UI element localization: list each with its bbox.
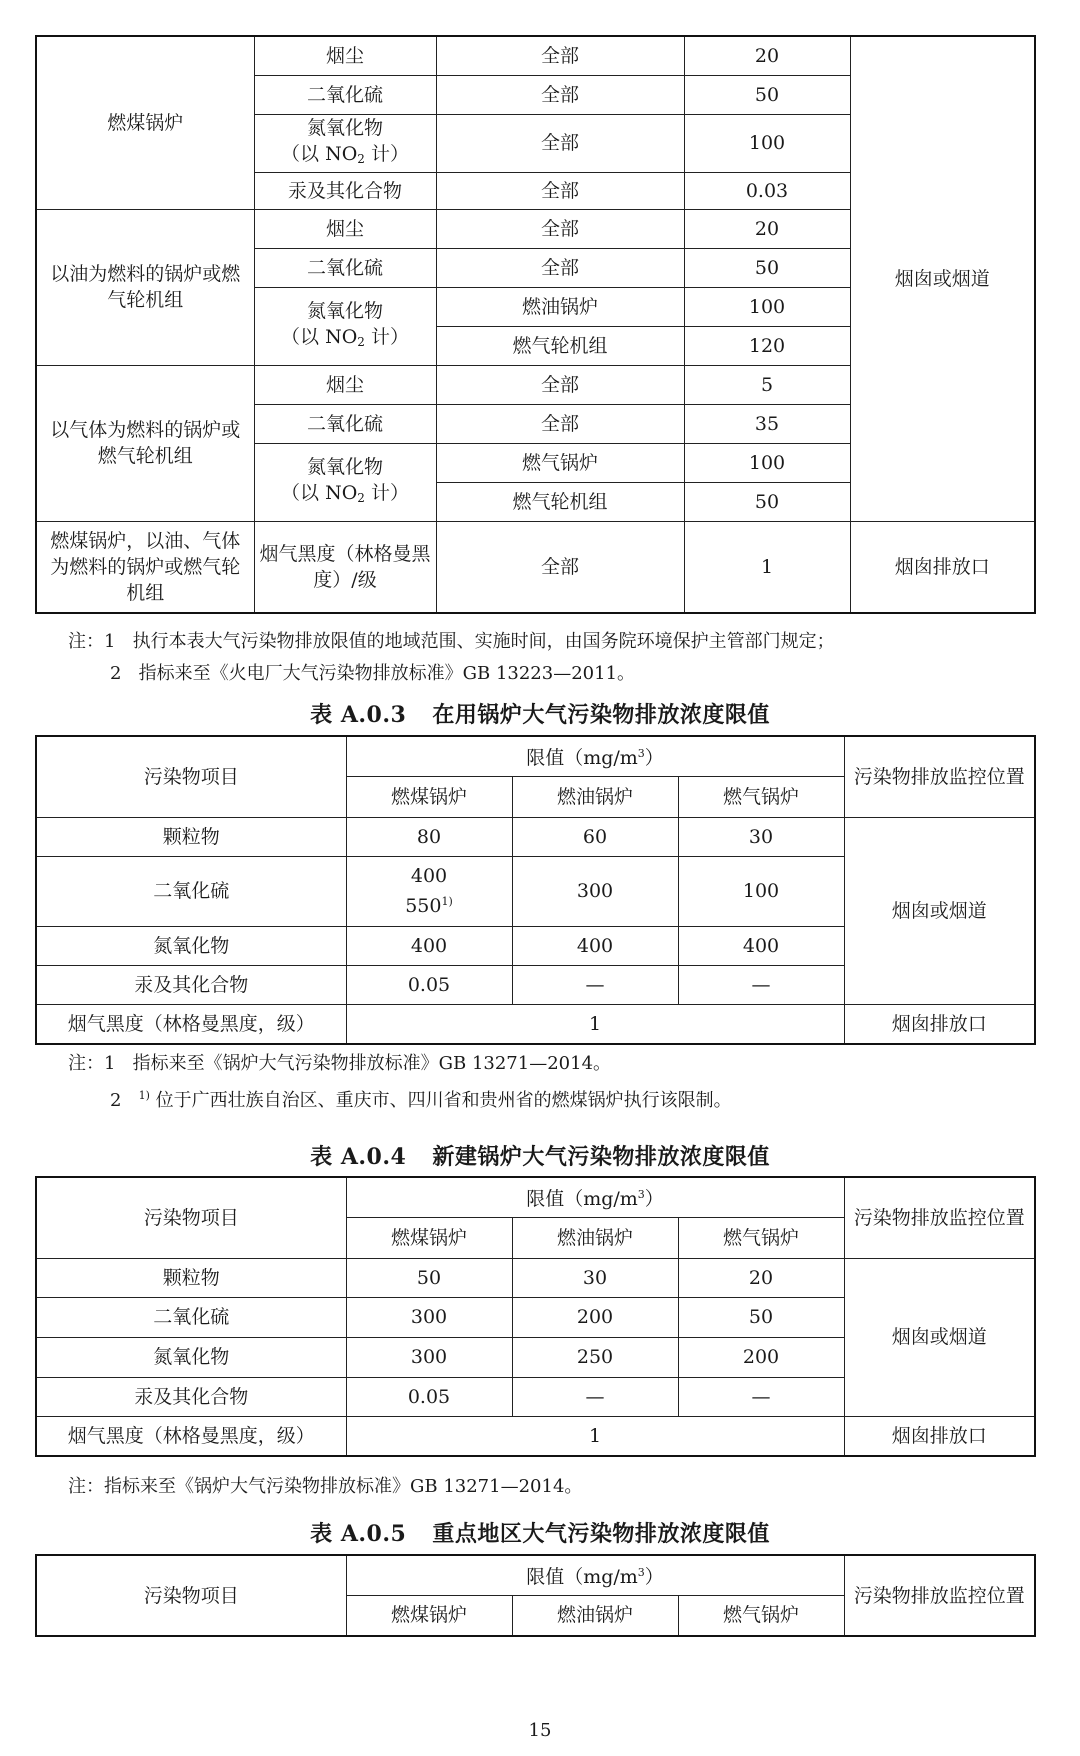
limit-value-cell: 120 xyxy=(684,326,850,365)
power-plant-emission-table xyxy=(35,35,1036,614)
coal-value-cell: 80 xyxy=(346,817,512,856)
oil-value-cell: 250 xyxy=(512,1337,678,1377)
gas-boiler-header: 燃气锅炉 xyxy=(678,1595,844,1636)
pollutant-header: 污染物项目 xyxy=(36,1177,346,1258)
oil-boiler-header: 燃油锅炉 xyxy=(512,1595,678,1636)
location-header: 污染物排放监控位置 xyxy=(844,1555,1035,1636)
pollutant-cell: 颗粒物 xyxy=(36,817,346,856)
scope-cell: 燃气锅炉 xyxy=(436,443,684,482)
table-note: 注：1 执行本表大气污染物排放限值的地域范围、实施时间，由国务院环境保护主管部门规定； xyxy=(68,631,835,652)
limit-value-cell: 5 xyxy=(684,365,850,404)
limit-value-cell: 100 xyxy=(684,443,850,482)
pollutant-cell: 烟尘 xyxy=(254,365,436,404)
oil-boiler-header: 燃油锅炉 xyxy=(512,1217,678,1258)
pollutant-header: 污染物项目 xyxy=(36,736,346,817)
table-note: 2 $^{1)}$ 位于广西壮族自治区、重庆市、四川省和贵州省的燃煤锅炉执行该限制。 xyxy=(110,1089,732,1111)
limit-value-cell: 100 xyxy=(684,287,850,326)
pollutant-cell: 二氧化硫 xyxy=(36,856,346,926)
pollutant-cell: 氮氧化物 （以 $NO_2$ 计） xyxy=(254,287,436,365)
pollutant-cell: 氮氧化物 xyxy=(36,1337,346,1377)
pollutant-cell: 烟气黑度（林格曼黑度，级） xyxy=(36,1004,346,1044)
table-note: 注：1 指标来至《锅炉大气污染物排放标准》GB 13271—2014。 xyxy=(68,1053,612,1074)
monitor-location-cell: 烟囱或烟道 xyxy=(844,1258,1035,1416)
table-note: 注：指标来至《锅炉大气污染物排放标准》GB 13271—2014。 xyxy=(68,1476,583,1497)
pollutant-cell: 汞及其化合物 xyxy=(36,965,346,1004)
group-cell: 燃煤锅炉，以油、气体为燃料的锅炉或燃气轮机组 xyxy=(36,521,254,613)
table-caption: 表 A.0.3 在用锅炉大气污染物排放浓度限值 xyxy=(310,702,770,728)
gas-value-cell: 200 xyxy=(678,1337,844,1377)
oil-value-cell: — xyxy=(512,1377,678,1416)
pollutant-cell: 烟气黑度（林格曼黑度，级） xyxy=(36,1416,346,1456)
scope-cell: 全部 xyxy=(436,365,684,404)
limit-value-cell: 0.03 xyxy=(684,172,850,209)
limit-value-cell: 50 xyxy=(684,482,850,521)
monitor-location-cell: 烟囱或烟道 xyxy=(844,817,1035,1004)
table-caption: 表 A.0.5 重点地区大气污染物排放浓度限值 xyxy=(310,1521,770,1547)
gas-value-cell: — xyxy=(678,1377,844,1416)
coal-value-cell: 400 550$^{1)}$ xyxy=(346,856,512,926)
table-note: 2 指标来至《火电厂大气污染物排放标准》GB 13223—2011。 xyxy=(110,663,636,684)
oil-value-cell: 400 xyxy=(512,926,678,965)
oil-value-cell: 300 xyxy=(512,856,678,926)
limit-value-cell: 50 xyxy=(684,248,850,287)
group-cell: 以气体为燃料的锅炉或燃气轮机组 xyxy=(36,365,254,521)
pollutant-cell: 二氧化硫 xyxy=(36,1297,346,1337)
oil-value-cell: — xyxy=(512,965,678,1004)
oil-value-cell: 200 xyxy=(512,1297,678,1337)
limit-header: 限值$(mg/m^3)$ xyxy=(346,1177,844,1217)
pollutant-cell: 二氧化硫 xyxy=(254,248,436,287)
scope-cell: 全部 xyxy=(436,248,684,287)
scope-cell: 燃气轮机组 xyxy=(436,482,684,521)
gas-value-cell: 30 xyxy=(678,817,844,856)
gas-value-cell: 50 xyxy=(678,1297,844,1337)
monitor-location-cell: 烟囱或烟道 xyxy=(850,36,1035,521)
scope-cell: 全部 xyxy=(436,172,684,209)
scope-cell: 全部 xyxy=(436,36,684,75)
coal-value-cell: 300 xyxy=(346,1297,512,1337)
limit-value-cell: 100 xyxy=(684,114,850,172)
pollutant-cell: 汞及其化合物 xyxy=(36,1377,346,1416)
pollutant-cell: 汞及其化合物 xyxy=(254,172,436,209)
scope-cell: 全部 xyxy=(436,114,684,172)
location-header: 污染物排放监控位置 xyxy=(844,1177,1035,1258)
gas-value-cell: — xyxy=(678,965,844,1004)
gas-value-cell: 100 xyxy=(678,856,844,926)
pollutant-header: 污染物项目 xyxy=(36,1555,346,1636)
coal-boiler-header: 燃煤锅炉 xyxy=(346,1217,512,1258)
limit-header: 限值$(mg/m^3)$ xyxy=(346,736,844,776)
oil-boiler-header: 燃油锅炉 xyxy=(512,776,678,817)
scope-cell: 全部 xyxy=(436,75,684,114)
limit-header: 限值$(mg/m^3)$ xyxy=(346,1555,844,1595)
oil-value-cell: 30 xyxy=(512,1258,678,1297)
table-caption: 表 A.0.4 新建锅炉大气污染物排放浓度限值 xyxy=(310,1144,770,1170)
pollutant-cell: 烟尘 xyxy=(254,36,436,75)
monitor-location-cell: 烟囱排放口 xyxy=(844,1004,1035,1044)
scope-cell: 燃油锅炉 xyxy=(436,287,684,326)
gas-value-cell: 20 xyxy=(678,1258,844,1297)
scope-cell: 全部 xyxy=(436,521,684,613)
monitor-location-cell: 烟囱排放口 xyxy=(850,521,1035,613)
coal-value-cell: 0.05 xyxy=(346,965,512,1004)
oil-value-cell: 60 xyxy=(512,817,678,856)
pollutant-cell: 氮氧化物 （以 $NO_2$ 计） xyxy=(254,443,436,521)
limit-value-cell: 20 xyxy=(684,36,850,75)
pollutant-cell: 烟尘 xyxy=(254,209,436,248)
coal-value-cell: 50 xyxy=(346,1258,512,1297)
new-boiler-emission-table xyxy=(35,1176,1036,1457)
limit-value-cell: 1 xyxy=(684,521,850,613)
limit-value-cell: 20 xyxy=(684,209,850,248)
scope-cell: 全部 xyxy=(436,404,684,443)
limit-value-cell: 50 xyxy=(684,75,850,114)
group-cell: 以油为燃料的锅炉或燃气轮机组 xyxy=(36,209,254,365)
page-number: 15 xyxy=(528,1720,552,1741)
pollutant-cell: 烟气黑度（林格曼黑度）/级 xyxy=(254,521,436,613)
pollutant-cell: 颗粒物 xyxy=(36,1258,346,1297)
pollutant-cell: 二氧化硫 xyxy=(254,75,436,114)
gas-value-cell: 400 xyxy=(678,926,844,965)
smoke-value-cell: 1 xyxy=(346,1416,844,1456)
pollutant-cell: 氮氧化物 （以 $NO_2$ 计） xyxy=(254,114,436,172)
monitor-location-cell: 烟囱排放口 xyxy=(844,1416,1035,1456)
coal-boiler-header: 燃煤锅炉 xyxy=(346,776,512,817)
key-region-emission-table xyxy=(35,1554,1036,1637)
limit-value-cell: 35 xyxy=(684,404,850,443)
smoke-value-cell: 1 xyxy=(346,1004,844,1044)
coal-value-cell: 0.05 xyxy=(346,1377,512,1416)
coal-value-cell: 400 xyxy=(346,926,512,965)
pollutant-cell: 二氧化硫 xyxy=(254,404,436,443)
coal-value-cell: 300 xyxy=(346,1337,512,1377)
location-header: 污染物排放监控位置 xyxy=(844,736,1035,817)
coal-boiler-header: 燃煤锅炉 xyxy=(346,1595,512,1636)
scope-cell: 全部 xyxy=(436,209,684,248)
gas-boiler-header: 燃气锅炉 xyxy=(678,776,844,817)
existing-boiler-emission-table xyxy=(35,735,1036,1045)
scope-cell: 燃气轮机组 xyxy=(436,326,684,365)
pollutant-cell: 氮氧化物 xyxy=(36,926,346,965)
gas-boiler-header: 燃气锅炉 xyxy=(678,1217,844,1258)
group-cell: 燃煤锅炉 xyxy=(36,36,254,209)
